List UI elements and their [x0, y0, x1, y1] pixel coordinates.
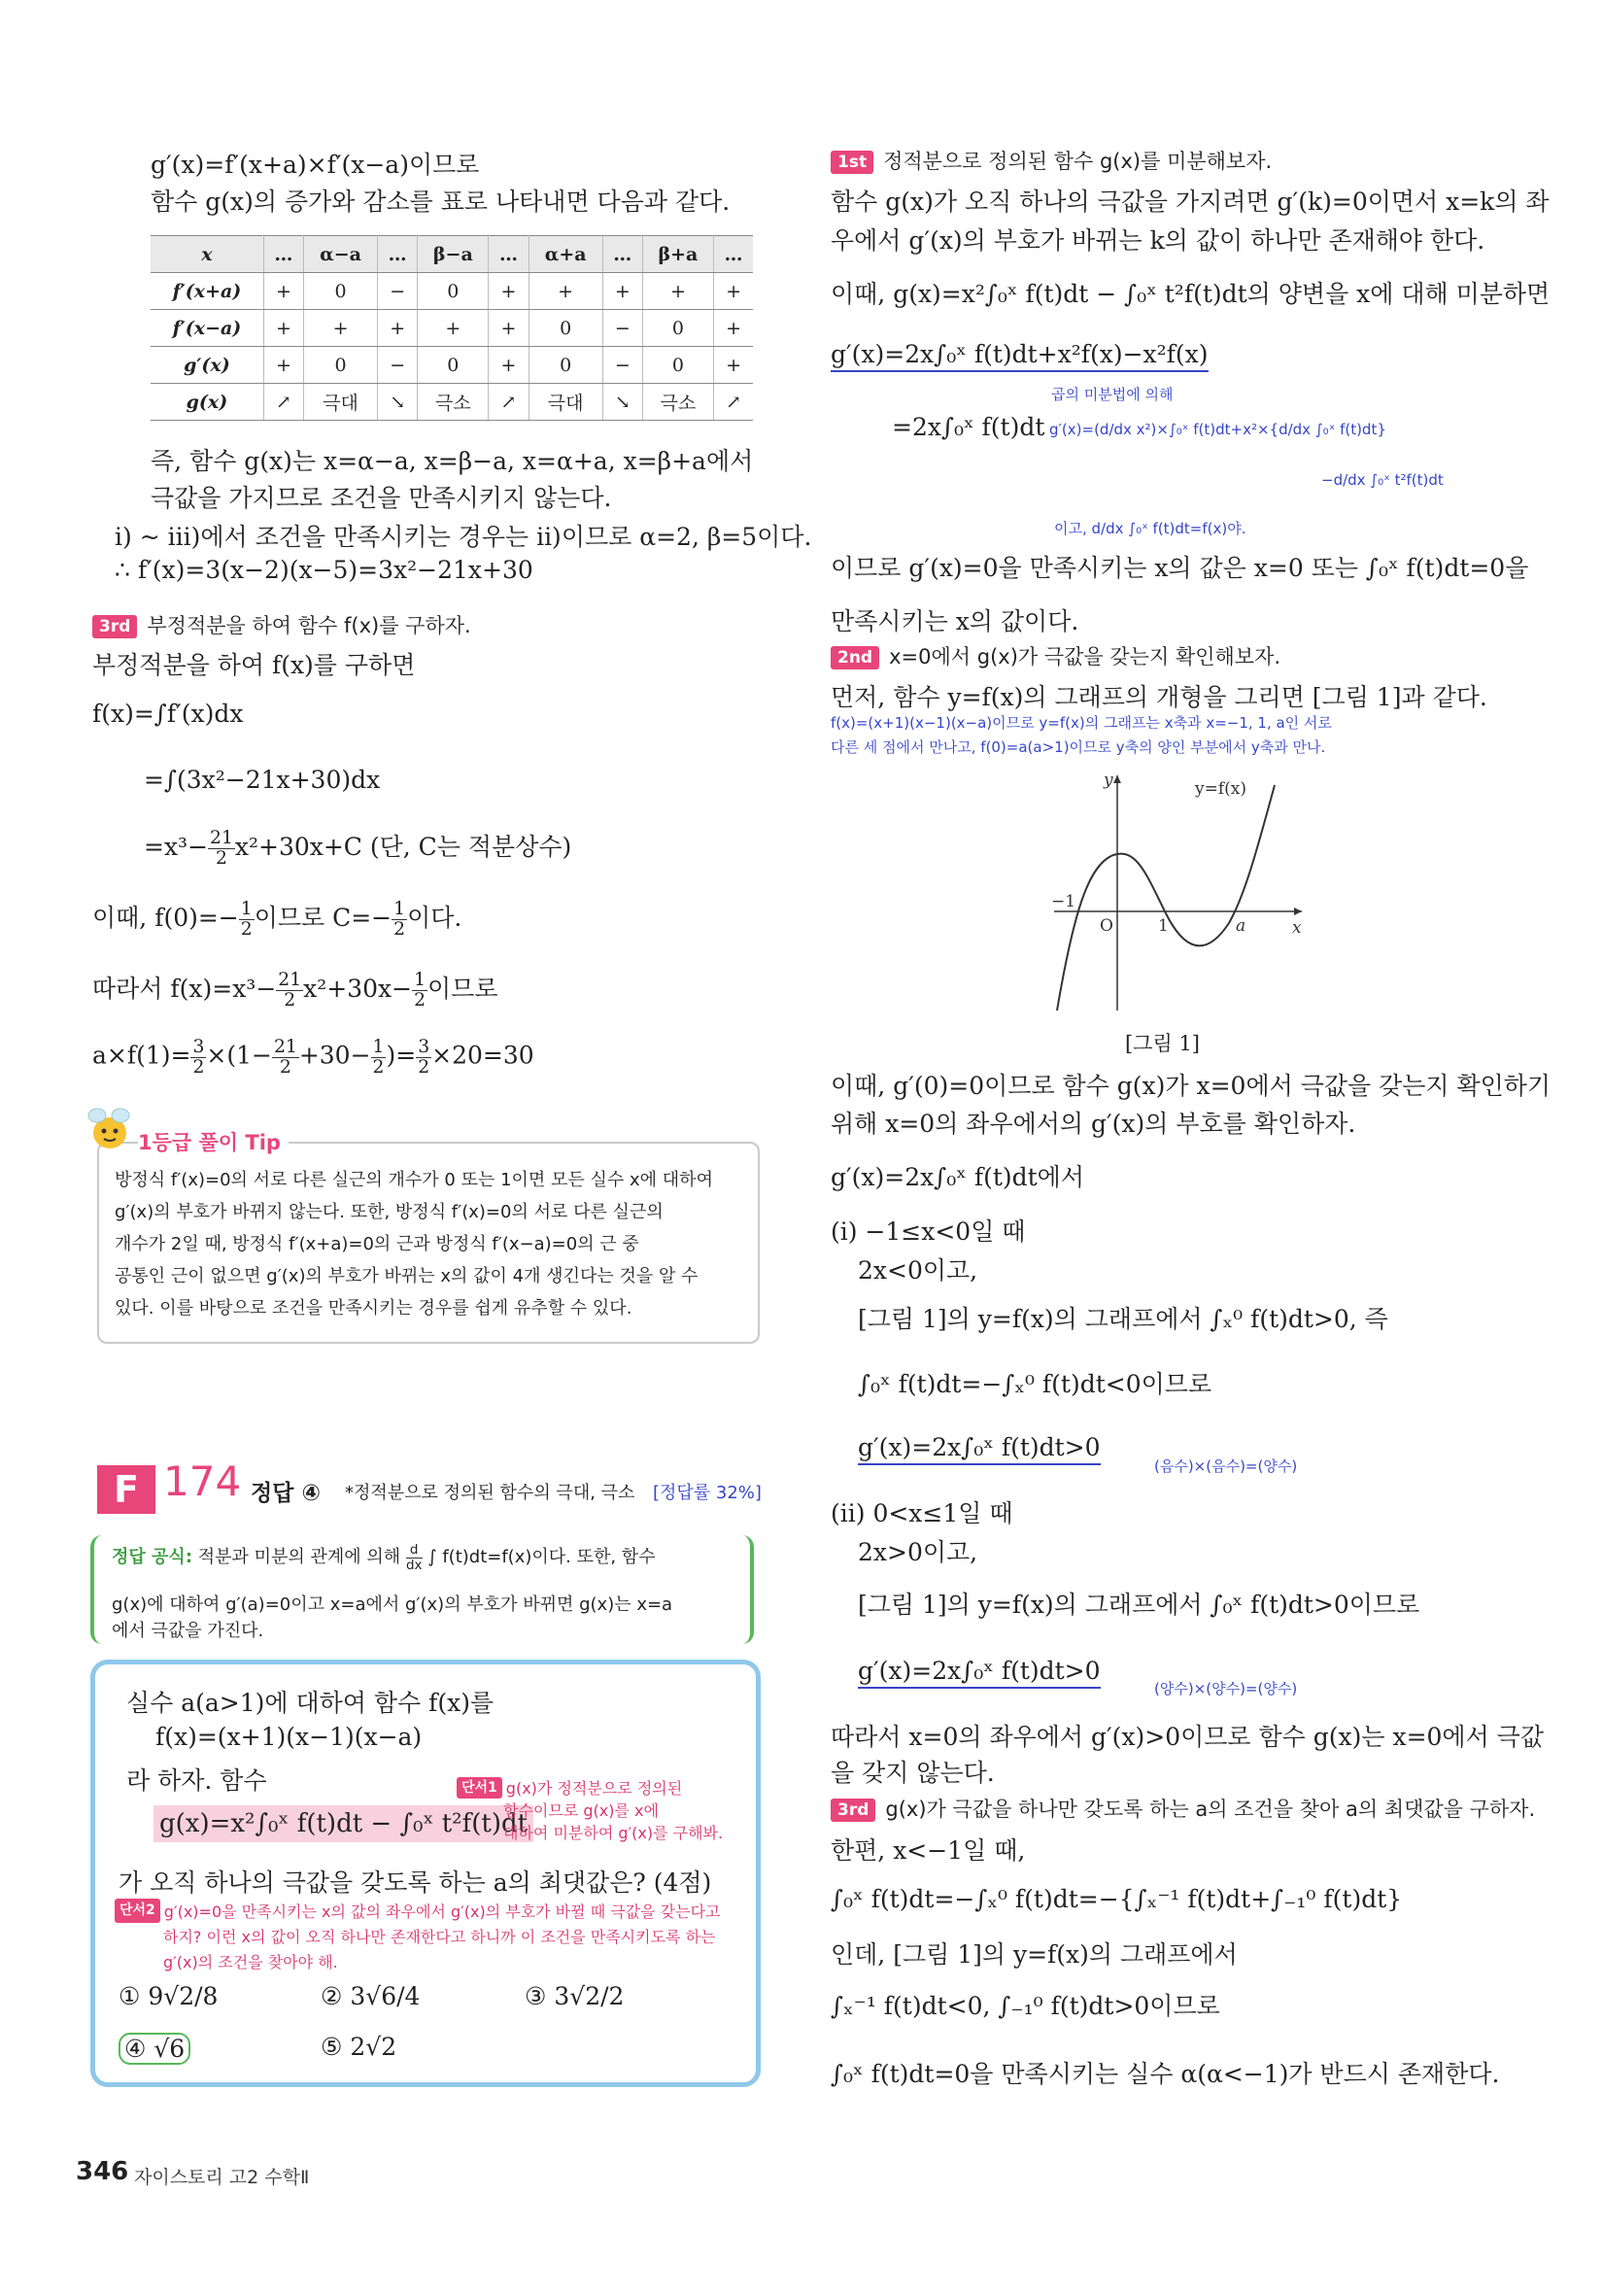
step2-tag: 2nd: [831, 646, 879, 669]
step2-heading: 2nd x=0에서 g(x)가 극값을 갖는지 확인해보자.: [831, 641, 1280, 670]
right-line-8: 먼저, 함수 y=f(x)의 그래프의 개형을 그리면 [그림 1]과 같다.: [831, 683, 1487, 711]
graph-curve-label: y=f(x): [1195, 779, 1246, 799]
left-line-2: 함수 g(x)의 증가와 감소를 표로 나타내면 다음과 같다.: [151, 188, 731, 216]
f-badge: F: [97, 1465, 155, 1514]
right-line-21: 따라서 x=0의 좌우에서 g′(x)>0이므로 함수 g(x)는 x=0에서 극값: [831, 1723, 1544, 1751]
figure-1-caption: [그림 1]: [1125, 1032, 1200, 1055]
graph-tick-a: a: [1236, 916, 1246, 936]
book-title: 자이스토리 고2 수학Ⅱ: [134, 2167, 310, 2188]
step1-heading: 1st 정적분으로 정의된 함수 g(x)를 미분해보자.: [831, 146, 1272, 175]
problem-number: 174: [163, 1457, 242, 1505]
left-line-7: 부정적분을 하여 f(x)를 구하면: [92, 651, 416, 679]
note-graph-1: f(x)=(x+1)(x−1)(x−a)이므로 y=f(x)의 그래프는 x축과 x=−1, 1, a인 서로: [831, 714, 1332, 732]
bee-icon: [85, 1106, 134, 1158]
right-line-15: ∫₀ˣ f(t)dt=−∫ₓ⁰ f(t)dt<0이므로: [858, 1370, 1212, 1398]
page-number: 346: [76, 2157, 129, 2186]
right-line-16: g′(x)=2x∫₀ˣ f(t)dt>0: [858, 1433, 1101, 1465]
note-sign-1: (음수)×(음수)=(양수): [1154, 1457, 1298, 1475]
right-line-11: g′(x)=2x∫₀ˣ f(t)dt에서: [831, 1163, 1084, 1191]
problem-line-1: 실수 a(a>1)에 대하여 함수 f(x)를: [126, 1689, 495, 1717]
right-line-14: [그림 1]의 y=f(x)의 그래프에서 ∫ₓ⁰ f(t)dt>0, 즉: [858, 1305, 1388, 1333]
problem-line-5: 가 오직 하나의 극값을 갖도록 하는 a의 최댓값은? (4점): [119, 1868, 712, 1897]
problem-function: g(x)=x²∫₀ˣ f(t)dt − ∫₀ˣ t²f(t)dt: [153, 1805, 533, 1842]
right-line-20: g′(x)=2x∫₀ˣ f(t)dt>0: [858, 1657, 1101, 1689]
eq-2: =∫(3x²−21x+30)dx: [144, 766, 381, 794]
right-line-12: (i) −1≤x<0일 때: [831, 1217, 1026, 1246]
eq-3: =x³− $\frac{21}{2}$ x²+30x+C (단, C는 적분상수): [144, 828, 572, 869]
graph-origin: O: [1100, 916, 1113, 936]
choice-2[interactable]: ② 3√6/4: [321, 1982, 421, 2010]
formula-line-1: 정답 공식: 적분과 미분의 관계에 의해 $\frac{d}{dx}$ ∫ f(t)dt=f(x)이다. 또한, 함수: [112, 1542, 656, 1573]
right-line-27: ∫₀ˣ f(t)dt=0을 만족시키는 실수 α(α<−1)가 반드시 존재한다.: [831, 2060, 1500, 2088]
right-line-18: 2x>0이고,: [858, 1538, 978, 1566]
eq-4: 이때, f(0)=− $\frac{1}{2}$ 이므로 C=− $\frac{1}{2}$ 이다.: [92, 899, 462, 940]
left-line-6: ∴ f′(x)=3(x−2)(x−5)=3x²−21x+30: [115, 556, 533, 584]
step3-heading-left: 3rd 부정적분을 하여 함수 f(x)를 구하자.: [92, 610, 471, 639]
problem-line-3: 라 하자. 함수: [126, 1766, 267, 1795]
choice-5[interactable]: ⑤ 2√2: [321, 2033, 397, 2061]
hint2-tag: 단서2: [115, 1899, 160, 1923]
right-line-6: 이므로 g′(x)=0을 만족시키는 x의 값은 x=0 또는 ∫₀ˣ f(t)dt=0을: [831, 554, 1529, 582]
problem-line-2: f(x)=(x+1)(x−1)(x−a): [155, 1723, 423, 1751]
right-line-22: 을 갖지 않는다.: [831, 1759, 995, 1787]
right-line-4: g′(x)=2x∫₀ˣ f(t)dt+x²f(x)−x²f(x): [831, 340, 1209, 372]
right-line-24: ∫₀ˣ f(t)dt=−∫ₓ⁰ f(t)dt=−{∫ₓ⁻¹ f(t)dt+∫₋₁⁰ f(t)dt}: [831, 1885, 1403, 1913]
eq-6: a×f(1)= $\frac{3}{2}$ ×(1− $\frac{21}{2}$ +30− $\frac{1}{2}$ )= $\frac{3}{2}$ ×20=30: [92, 1037, 534, 1078]
note-graph-2: 다른 세 점에서 만나고, f(0)=a(a>1)이므로 y축의 양인 부분에서 y축과 만나.: [831, 738, 1326, 756]
step3-tag-right: 3rd: [831, 1799, 875, 1822]
note-sign-2: (양수)×(양수)=(양수): [1154, 1680, 1298, 1697]
choice-4[interactable]: ④ √6: [119, 2033, 190, 2065]
right-line-2: 우에서 g′(x)의 부호가 바뀌는 k의 값이 하나만 존재해야 한다.: [831, 226, 1485, 255]
formula-line-3: 에서 극값을 가진다.: [112, 1621, 264, 1641]
eq-5: 따라서 f(x)=x³− $\frac{21}{2}$ x²+30x− $\frac{1}{2}$ 이므로: [92, 970, 498, 1011]
note-derivative-1: g′(x)=(d/dx x²)×∫₀ˣ f(t)dt+x²×{d/dx ∫₀ˣ f(t)dt}: [1049, 421, 1386, 438]
step3-tag: 3rd: [92, 615, 137, 638]
graph-x-label: x: [1292, 918, 1302, 938]
right-line-10: 위해 x=0의 좌우에서의 g′(x)의 부호를 확인하자.: [831, 1110, 1356, 1138]
step1-tag: 1st: [831, 151, 873, 174]
right-line-3: 이때, g(x)=x²∫₀ˣ f(t)dt − ∫₀ˣ t²f(t)dt의 양변을 x에 대해 미분하면: [831, 280, 1551, 308]
graph-tick-minus1: −1: [1051, 892, 1076, 911]
left-line-3: 즉, 함수 g(x)는 x=α−a, x=β−a, x=α+a, x=β+a에서: [151, 447, 754, 475]
tip-title: 1등급 풀이 Tip: [138, 1127, 289, 1156]
right-line-19: [그림 1]의 y=f(x)의 그래프에서 ∫₀ˣ f(t)dt>0이므로: [858, 1591, 1420, 1619]
right-line-1: 함수 g(x)가 오직 하나의 극값을 가지려면 g′(k)=0이면서 x=k의 좌: [831, 188, 1550, 216]
answer-label: 정답 ④: [251, 1481, 321, 1506]
left-line-1: g′(x)=f′(x+a)×f′(x−a)이므로: [151, 151, 480, 179]
right-line-5: =2x∫₀ˣ f(t)dt: [892, 413, 1045, 441]
note-product-rule: 곱의 미분법에 의해: [1051, 386, 1174, 403]
formula-line-2: g(x)에 대하여 g′(a)=0이고 x=a에서 g′(x)의 부호가 바뀌면 g(x)는 x=a: [112, 1594, 673, 1615]
choice-1[interactable]: ① 9√2/8: [119, 1982, 219, 2010]
right-line-26: ∫ₓ⁻¹ f(t)dt<0, ∫₋₁⁰ f(t)dt>0이므로: [831, 1992, 1220, 2020]
right-line-7: 만족시키는 x의 값이다.: [831, 607, 1079, 635]
right-line-9: 이때, g′(0)=0이므로 함수 g(x)가 x=0에서 극값을 갖는지 확인하기: [831, 1072, 1552, 1100]
left-line-4: 극값을 가지므로 조건을 만족시키지 않는다.: [151, 484, 612, 512]
tip-text: 방정식 f′(x)=0의 서로 다른 실근의 개수가 0 또는 1이면 모든 실수 x에 대하여 g′(x)의 부호가 바뀌지 않는다. 또한, 방정식 f′(x)=0의 서로 다른 실근의 개수가 2일 때, 방정식 f′(x+a)=0의 근과 방정식 f′(x−a)=0의 근 중 공통인 근이 없으면 g′(x)의 부호가 바뀌는 x의 값이 4개 생긴다는 것을 알 수 있다. 이를 바탕으로 조건을 만족시키는 경우를 쉽게 유추할 수 있다.: [115, 1170, 713, 1319]
hint1-block: 단서1 g(x)가 정적분으로 정의된 함수이므로 g(x)를 x에 대하여 미분하여 g′(x)를 구해봐.: [457, 1776, 723, 1843]
topic-label: *정적분으로 정의된 함수의 극대, 극소: [345, 1483, 635, 1503]
graph-tick-1: 1: [1158, 916, 1169, 936]
right-line-13: 2x<0이고,: [858, 1256, 978, 1285]
eq-1: f(x)=∫f′(x)dx: [92, 700, 244, 728]
rate-label: [정답률 32%]: [653, 1483, 762, 1503]
right-line-25: 인데, [그림 1]의 y=f(x)의 그래프에서: [831, 1940, 1238, 1969]
hint1-tag: 단서1: [457, 1777, 502, 1799]
note-derivative-3: 이고, d/dx ∫₀ˣ f(t)dt=f(x)야.: [1054, 520, 1246, 537]
variation-table: x … α−a … β−a … α+a … β+a … f′(x+a) + 0 − 0 + + + + + f′(x−a) + + + + + 0 − 0 + g′(x) + 0 − 0 + 0 − 0 + g(x) ↗ 극대 ↘ 극소 ↗ 극대 ↘ 극소 ↗: [151, 235, 753, 421]
note-derivative-2: −d/dx ∫₀ˣ t²f(t)dt: [1321, 471, 1444, 489]
choice-3[interactable]: ③ 3√2/2: [525, 1982, 625, 2010]
figure-1-graph: [1020, 768, 1312, 1020]
step3-heading-right: 3rd g(x)가 극값을 하나만 갖도록 하는 a의 조건을 찾아 a의 최댓값을 구하자.: [831, 1794, 1535, 1823]
right-line-23: 한편, x<−1일 때,: [831, 1836, 1026, 1865]
right-line-17: (ii) 0<x≤1일 때: [831, 1499, 1013, 1527]
hint2-block: 단서2 g′(x)=0을 만족시키는 x의 값의 좌우에서 g′(x)의 부호가 바뀔 때 극값을 갖는다고 하지? 이런 x의 값이 오직 하나만 존재한다고 하니까 이 조건을 만족시키도록 하는 g′(x)의 조건을 찾아야 해.: [115, 1898, 721, 1973]
graph-y-label: y: [1104, 771, 1113, 790]
left-line-5: i) ~ iii)에서 조건을 만족시키는 경우는 ii)이므로 α=2, β=5이다.: [115, 523, 812, 551]
